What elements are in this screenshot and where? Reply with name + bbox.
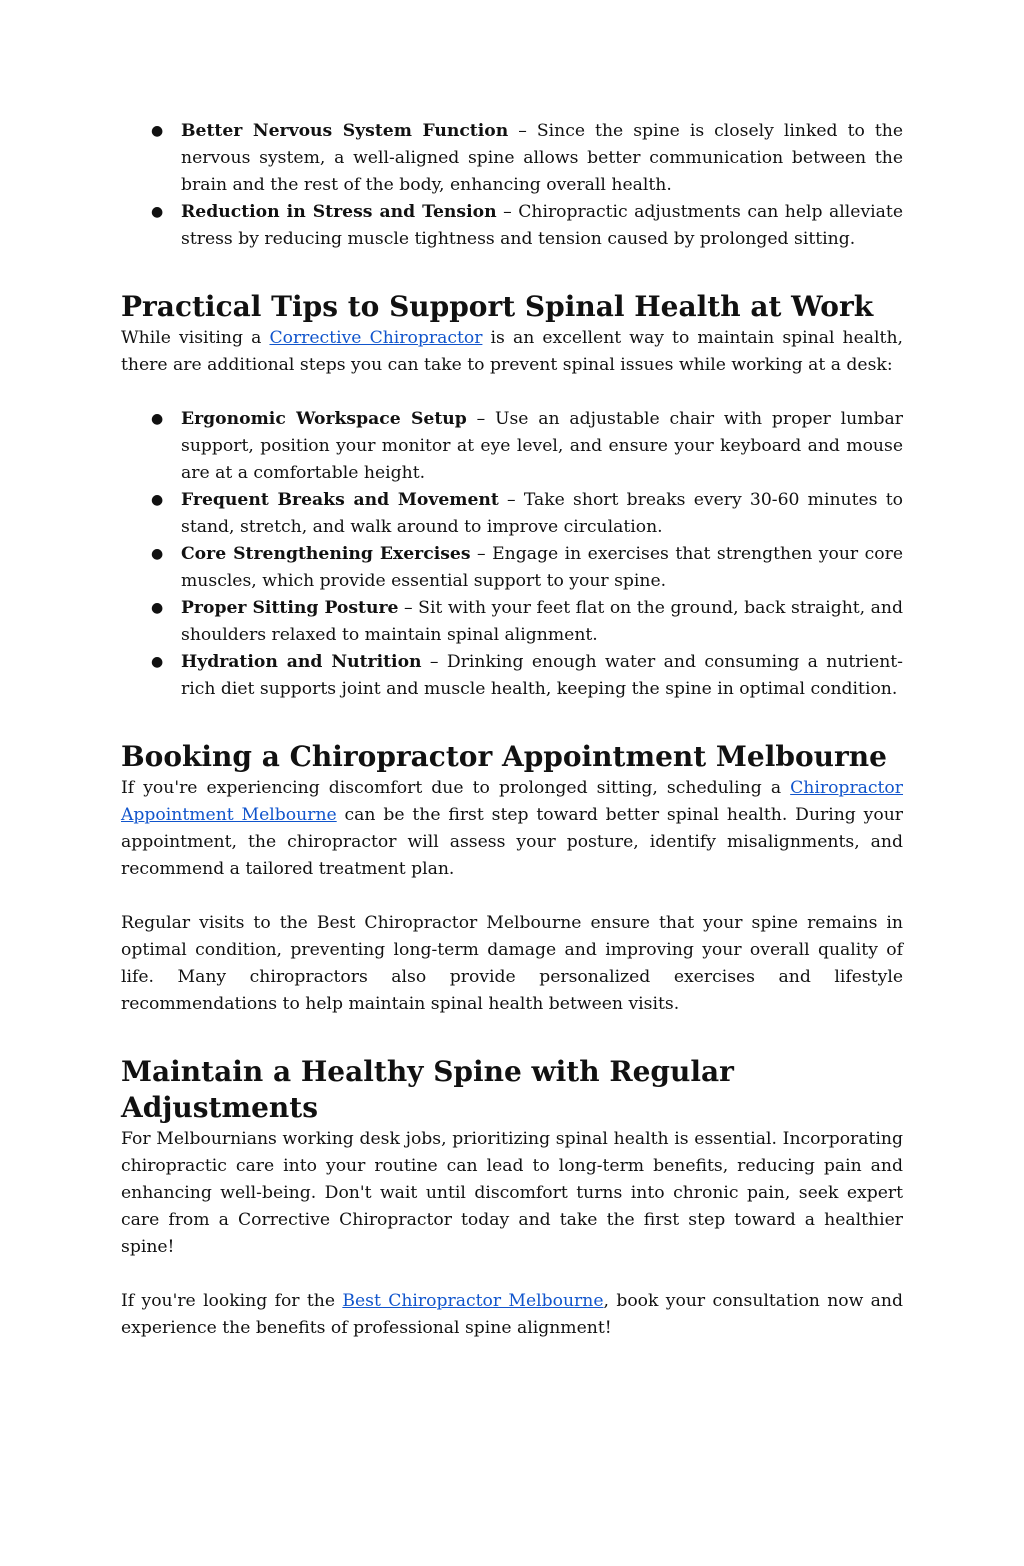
list-item-text: – Sit with your feet flat on the ground, back straight, and shoulders relaxed to maintain spinal alignment. (181, 598, 904, 645)
list-item (151, 406, 903, 487)
list-item-title: Core Strengthening Exercises (181, 544, 471, 564)
best-chiropractor-link[interactable]: Best Chiropractor Melbourne (342, 1291, 604, 1311)
paragraph (121, 325, 903, 379)
bullet-icon: ● (151, 546, 164, 562)
list-item-title: Proper Sitting Posture (181, 598, 399, 618)
bullet-icon: ● (151, 492, 164, 508)
paragraph: For Melbournians working desk jobs, prioritizing spinal health is essential. Incorporating chiropractic care into your routine can lead to long-term benefits, reducing pain and enhancing well-being. Don't wait until discomfort turns into chronic pain, seek expert care from a Corrective Chiropractor today and take the first step toward a healthier spine! (121, 1129, 903, 1257)
section-heading: Booking a Chiropractor Appointment Melbourne (121, 740, 887, 773)
bullet-icon: ● (151, 204, 164, 220)
list-item-text: – Engage in exercises that strengthen your core muscles, which provide essential support to your spine. (181, 544, 903, 591)
bullet-icon: ● (151, 123, 164, 139)
list-item-title: Hydration and Nutrition (181, 652, 422, 672)
section-heading: Practical Tips to Support Spinal Health at Work (121, 290, 874, 323)
list-item-title: Frequent Breaks and Movement (181, 490, 499, 510)
corrective-chiropractor-link[interactable]: Corrective Chiropractor (269, 328, 483, 348)
list-item (151, 199, 903, 253)
list-item (151, 487, 903, 541)
paragraph (121, 775, 903, 883)
spacer (121, 379, 903, 406)
spacer (121, 1018, 903, 1054)
text-run: can be the first step toward better spinal health. During your appointment, the chiropractor will assess your posture, identify misalignments, and recommend a tailored treatment plan. (121, 805, 903, 879)
list-item (151, 118, 903, 199)
list-item-text: – Use an adjustable chair with proper lumbar support, position your monitor at eye level, and ensure your keyboard and mouse are at a comfortable height. (181, 409, 903, 483)
list-item (151, 649, 903, 703)
list-item-text: – Drinking enough water and consuming a nutrient-rich diet supports joint and muscle health, keeping the spine in optimal condition. (181, 652, 903, 699)
paragraph (121, 1288, 903, 1342)
list-item-text: – Chiropractic adjustments can help alleviate stress by reducing muscle tightness and tension caused by prolonged sitting. (181, 202, 903, 249)
text-run: is an excellent way to maintain spinal health, there are additional steps you can take to prevent spinal issues while working at a desk: (121, 328, 903, 375)
spacer (121, 1261, 903, 1288)
list-item (151, 595, 904, 649)
spacer (121, 253, 903, 289)
benefits-list (121, 118, 903, 253)
text-run: If you're looking for the (121, 1291, 343, 1311)
chiropractor-appointment-link[interactable]: Chiropractor Appointment Melbourne (121, 778, 903, 825)
list-item-title: Ergonomic Workspace Setup (181, 409, 467, 429)
list-item-title: Reduction in Stress and Tension (181, 202, 497, 222)
text-run: , book your consultation now and experience the benefits of professional spine alignment! (121, 1291, 903, 1338)
list-item-text: – Since the spine is closely linked to the nervous system, a well-aligned spine allows better communication between the brain and the rest of the body, enhancing overall health. (181, 121, 903, 195)
list-item-text: – Take short breaks every 30-60 minutes to stand, stretch, and walk around to improve circulation. (181, 490, 903, 537)
section-heading: Maintain a Healthy Spine with Regular Adjustments (121, 1055, 734, 1124)
text-run: If you're experiencing discomfort due to prolonged sitting, scheduling a (121, 778, 791, 798)
list-item-title: Better Nervous System Function (181, 121, 509, 141)
text-run: While visiting a (121, 328, 270, 348)
bullet-icon: ● (151, 654, 164, 670)
bullet-icon: ● (151, 600, 164, 616)
spacer (121, 703, 903, 739)
spacer (121, 883, 903, 910)
paragraph: Regular visits to the Best Chiropractor Melbourne ensure that your spine remains in optimal condition, preventing long-term damage and improving your overall quality of life. Many chiropractors also provide personalized exercises and lifestyle recommendations to help maintain spinal health between visits. (121, 913, 903, 1014)
list-item (151, 541, 903, 595)
tips-list (121, 406, 903, 703)
bullet-icon: ● (151, 411, 164, 427)
